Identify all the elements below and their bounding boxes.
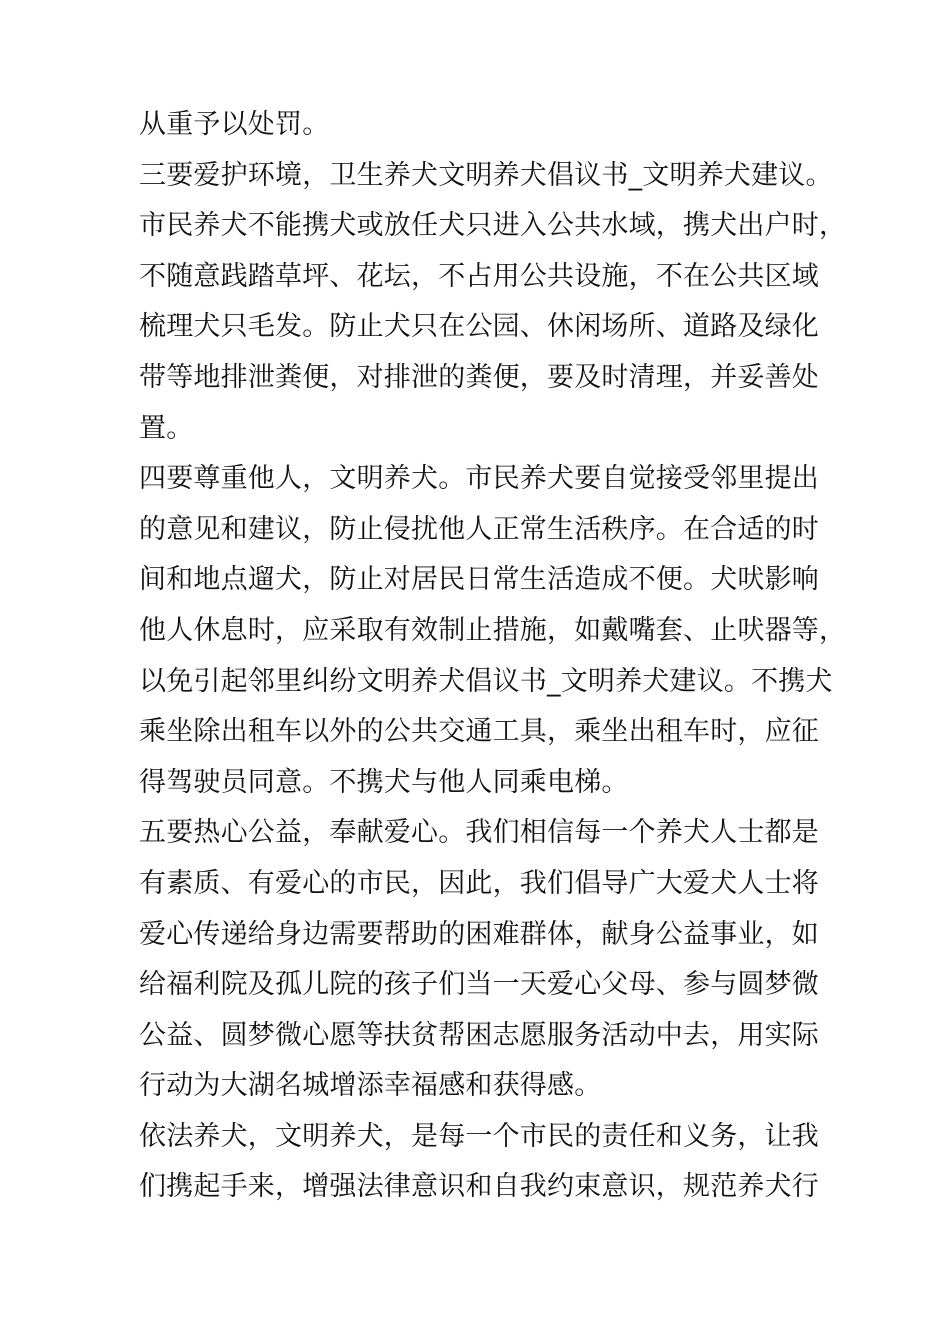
text-line: 行动为大湖名城增添幸福感和获得感。	[139, 1070, 602, 1102]
text-line: 依法养犬，文明养犬，是每一个市民的责任和义务，让我	[139, 1120, 819, 1152]
text-line: 不随意践踏草坪、花坛，不占用公共设施，不在公共区域	[139, 260, 819, 292]
text-line: 他人休息时，应采取有效制止措施，如戴嘴套、止吠器等，	[139, 614, 847, 646]
text-line: 以免引起邻里纠纷文明养犬倡议书_文明养犬建议。不携犬	[139, 665, 833, 697]
document-body	[139, 100, 847, 1213]
text-line: 带等地排泄粪便，对排泄的粪便，要及时清理，并妥善处	[139, 361, 819, 393]
text-line: 公益、圆梦微心愿等扶贫帮困志愿服务活动中去，用实际	[139, 1019, 819, 1051]
text-line: 间和地点遛犬，防止对居民日常生活造成不便。犬吠影响	[139, 564, 819, 596]
text-line: 四要尊重他人，文明养犬。市民养犬要自觉接受邻里提出	[139, 463, 819, 495]
text-line: 梳理犬只毛发。防止犬只在公园、休闲场所、道路及绿化	[139, 311, 819, 343]
text-line: 们携起手来，增强法律意识和自我约束意识，规范养犬行	[139, 1171, 819, 1203]
text-line: 爱心传递给身边需要帮助的困难群体，献身公益事业，如	[139, 918, 819, 950]
text-line: 三要爱护环境，卫生养犬文明养犬倡议书_文明养犬建议。	[139, 159, 833, 191]
text-line: 置。	[139, 412, 194, 444]
text-line: 给福利院及孤儿院的孩子们当一天爱心父母、参与圆梦微	[139, 969, 819, 1001]
text-line: 五要热心公益，奉献爱心。我们相信每一个养犬人士都是	[139, 817, 819, 849]
text-line: 市民养犬不能携犬或放任犬只进入公共水域，携犬出户时，	[139, 210, 847, 242]
text-line: 有素质、有爱心的市民，因此，我们倡导广大爱犬人士将	[139, 867, 819, 899]
text-line: 的意见和建议，防止侵扰他人正常生活秩序。在合适的时	[139, 513, 819, 545]
text-line: 从重予以处罚。	[139, 109, 330, 140]
text-line: 得驾驶员同意。不携犬与他人同乘电梯。	[139, 766, 629, 798]
text-line: 乘坐除出租车以外的公共交通工具，乘坐出租车时，应征	[139, 716, 819, 748]
